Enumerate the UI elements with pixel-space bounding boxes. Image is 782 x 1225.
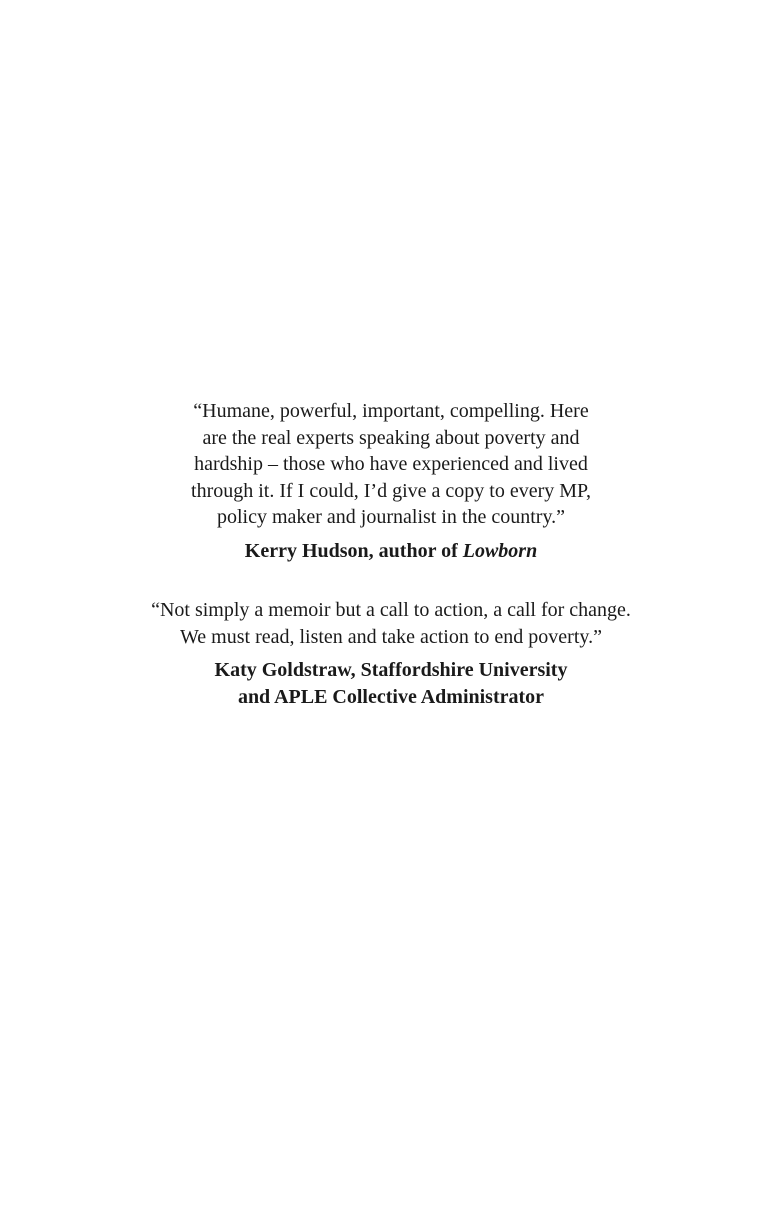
quote-line: through it. If I could, I’d give a copy to every MP, [191, 479, 591, 502]
quote-line: “Humane, powerful, important, compelling. Here [193, 400, 589, 422]
quote-line: We must read, listen and take action to end poverty.” [180, 625, 602, 648]
attribution-line [0, 538, 782, 565]
attribution-author: Kerry Hudson, author of [244, 539, 463, 562]
endorsement-katy-goldstraw [0, 597, 782, 710]
attribution-line: and APLE Collective Administrator [237, 685, 545, 708]
quote-line: are the real experts speaking about poverty and [202, 426, 580, 449]
attribution-line: Katy Goldstraw, Staffordshire University [214, 659, 568, 681]
quote-line: hardship – those who have experienced and lived [194, 453, 588, 475]
endorsement-quote [0, 398, 782, 531]
endorsement-attribution [0, 538, 782, 565]
endorsement-kerry-hudson [0, 398, 782, 564]
quote-line: “Not simply a memoir but a call to action, a call for change. [151, 599, 631, 621]
endorsement-quote [0, 597, 782, 650]
endorsement-attribution [0, 657, 782, 710]
quote-line: policy maker and journalist in the country.” [216, 506, 566, 528]
attribution-book-title: Lowborn [462, 539, 538, 562]
